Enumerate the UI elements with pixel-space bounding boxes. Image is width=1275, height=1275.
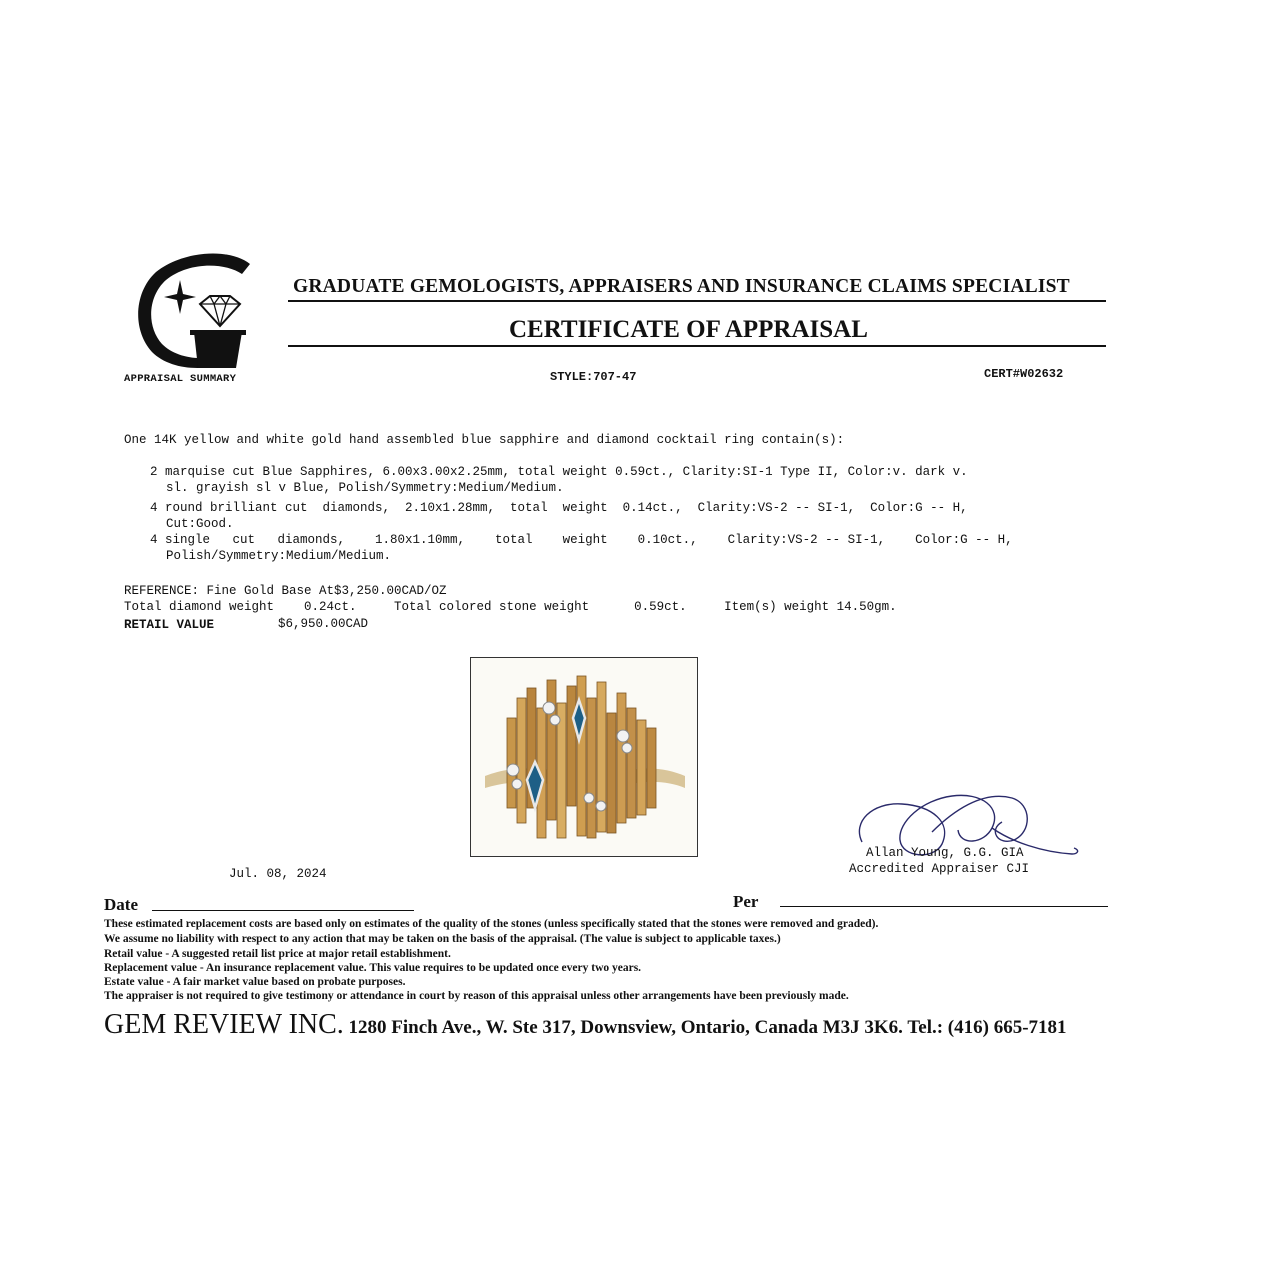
title-rule [288, 345, 1106, 347]
stone-line: 2 marquise cut Blue Sapphires, 6.00x3.00x2.25mm, total weight 0.59ct., Clarity:SI-1 Type II, Color:v. dark v. [150, 465, 968, 479]
stone-line: 4 round brilliant cut diamonds, 2.10x1.28mm, total weight 0.14ct., Clarity:VS-2 -- SI-1, Color:G -- H, [150, 501, 968, 515]
company-logo-icon [132, 250, 257, 372]
ring-photo [470, 657, 698, 857]
appraisal-date: Jul. 08, 2024 [229, 867, 327, 881]
certificate-number: CERT#W02632 [984, 367, 1064, 381]
ring-photo-icon [471, 658, 696, 855]
appraiser-title: Accredited Appraiser CJI [849, 862, 1030, 876]
totals-line: Total diamond weight 0.24ct. Total colored stone weight 0.59ct. Item(s) weight 14.50gm. [124, 600, 897, 614]
disclaimer-line: Replacement value - An insurance replacement value. This value requires to be updated once every two years. [104, 962, 642, 974]
disclaimer-line: These estimated replacement costs are based only on estimates of the quality of the stones (unless specifically stated that the stones were removed and graded). [104, 918, 879, 930]
disclaimer-line: We assume no liability with respect to any action that may be taken on the basis of the appraisal. (The value is subject to applicable taxes.) [104, 933, 781, 945]
organization-heading: GRADUATE GEMOLOGISTS, APPRAISERS AND INSURANCE CLAIMS SPECIALIST [293, 276, 1070, 297]
stone-line: 4 single cut diamonds, 1.80x1.10mm, total weight 0.10ct., Clarity:VS-2 -- SI-1, Color:G -- H, [150, 533, 1013, 547]
company-name: GEM REVIEW INC. [104, 1009, 344, 1040]
per-signature-line [780, 906, 1108, 907]
disclaimer-line: Estate value - A fair market value based on probate purposes. [104, 976, 406, 988]
stone-line: Polish/Symmetry:Medium/Medium. [166, 549, 392, 563]
date-label: Date [104, 895, 138, 914]
reference-line: REFERENCE: Fine Gold Base At$3,250.00CAD/OZ [124, 584, 447, 598]
retail-value-label: RETAIL VALUE [124, 618, 215, 632]
appraiser-name: Allan Young, G.G. GIA [866, 846, 1024, 860]
style-number: STYLE:707-47 [550, 370, 637, 384]
per-label: Per [733, 892, 759, 911]
stone-line: Cut:Good. [166, 517, 234, 531]
appraisal-summary-label: APPRAISAL SUMMARY [124, 373, 237, 385]
retail-value: $6,950.00CAD [278, 617, 369, 631]
company-footer [104, 1009, 1067, 1041]
item-description: One 14K yellow and white gold hand assembled blue sapphire and diamond cocktail ring contain(s): [124, 433, 845, 447]
certificate-title: CERTIFICATE OF APPRAISAL [509, 316, 868, 343]
stone-line: sl. grayish sl v Blue, Polish/Symmetry:Medium/Medium. [166, 481, 564, 495]
header-rule [288, 300, 1106, 302]
date-signature-line [152, 910, 414, 911]
company-address: 1280 Finch Ave., W. Ste 317, Downsview, Ontario, Canada M3J 3K6. Tel.: (416) 665-7181 [343, 1017, 1067, 1038]
disclaimer-line: Retail value - A suggested retail list price at major retail establishment. [104, 948, 451, 960]
disclaimer-line: The appraiser is not required to give testimony or attendance in court by reason of this appraisal unless other arrangements have been previously made. [104, 990, 849, 1002]
